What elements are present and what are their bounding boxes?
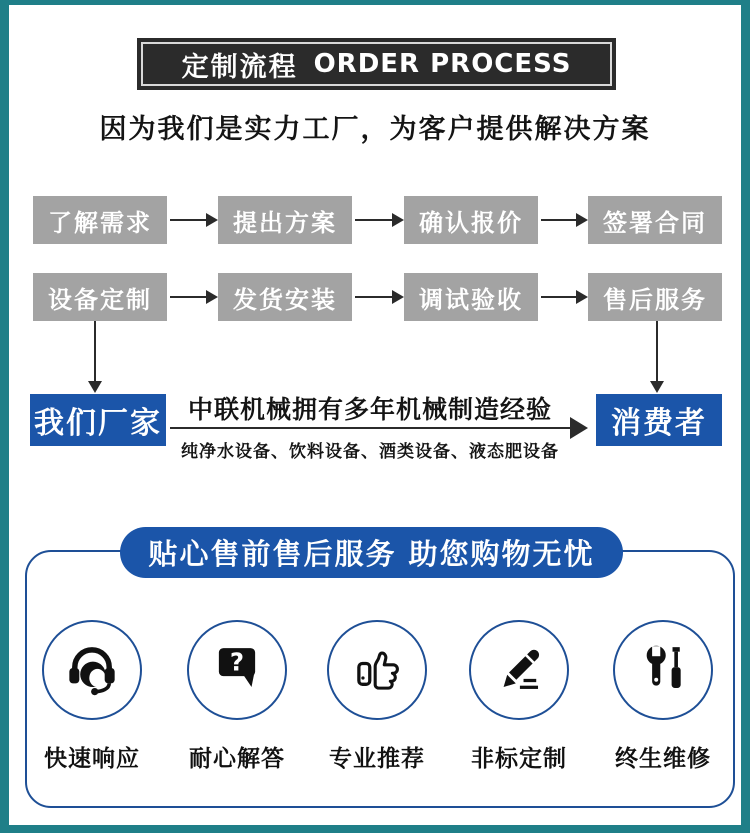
flow-step-ship-install: 发货安装 — [218, 273, 352, 321]
flow-step-understand-needs: 了解需求 — [33, 196, 167, 244]
service-circle — [469, 620, 569, 720]
experience-text: 中联机械拥有多年机械制造经验 — [187, 395, 552, 424]
service-item-fast-response — [37, 620, 147, 773]
service-circle — [327, 620, 427, 720]
frame-border-bottom — [0, 825, 750, 833]
service-item-pro-recommend — [322, 620, 432, 773]
arrow-right-icon — [355, 219, 392, 221]
service-circle — [613, 620, 713, 720]
flow-step-debug-accept: 调试验收 — [404, 273, 538, 321]
equipment-list-text: 纯净水设备、饮料设备、酒类设备、液态肥设备 — [181, 442, 559, 462]
question-bubble-icon — [208, 639, 266, 701]
headset-agent-icon — [63, 639, 121, 701]
arrow-right-icon — [355, 296, 392, 298]
flow-step-propose-plan: 提出方案 — [218, 196, 352, 244]
frame-border-top — [0, 0, 750, 5]
arrow-right-icon — [541, 219, 576, 221]
section-subtitle: 因为我们是实力工厂，为客户提供解决方案 — [99, 114, 651, 145]
service-label: 非标定制 — [471, 746, 567, 772]
service-label: 终生维修 — [615, 746, 711, 772]
service-label: 专业推荐 — [329, 746, 425, 772]
flow-step-sign-contract: 签署合同 — [588, 196, 722, 244]
service-circle — [42, 620, 142, 720]
consumer-box: 消费者 — [596, 394, 722, 446]
service-label: 快速响应 — [44, 746, 140, 772]
service-circle — [187, 620, 287, 720]
arrow-right-icon — [170, 219, 206, 221]
tools-icon — [634, 639, 692, 701]
services-banner: 贴心售前售后服务 助您购物无忧 — [120, 527, 623, 578]
arrow-right-icon — [170, 427, 570, 429]
arrow-right-icon — [541, 296, 576, 298]
flow-step-equipment-custom: 设备定制 — [33, 273, 167, 321]
frame-border-right — [741, 0, 750, 833]
service-item-patient-answers — [182, 620, 292, 773]
thumbs-up-icon — [348, 639, 406, 701]
our-factory-box: 我们厂家 — [30, 394, 166, 446]
service-item-lifetime-repair — [608, 620, 718, 773]
section-title-banner — [137, 38, 616, 90]
flow-step-confirm-quote: 确认报价 — [404, 196, 538, 244]
section-title-en: ORDER PROCESS — [313, 49, 572, 79]
flow-step-after-sale: 售后服务 — [588, 273, 722, 321]
arrow-right-icon — [170, 296, 206, 298]
arrow-down-icon — [656, 321, 658, 382]
service-item-custom-design — [464, 620, 574, 773]
section-title-zh: 定制流程 — [181, 51, 298, 83]
svg-text:?: ? — [229, 647, 245, 677]
pencil-edit-icon — [490, 639, 548, 701]
frame-border-left — [0, 0, 9, 833]
arrow-down-icon — [94, 321, 96, 382]
service-label: 耐心解答 — [189, 746, 285, 772]
